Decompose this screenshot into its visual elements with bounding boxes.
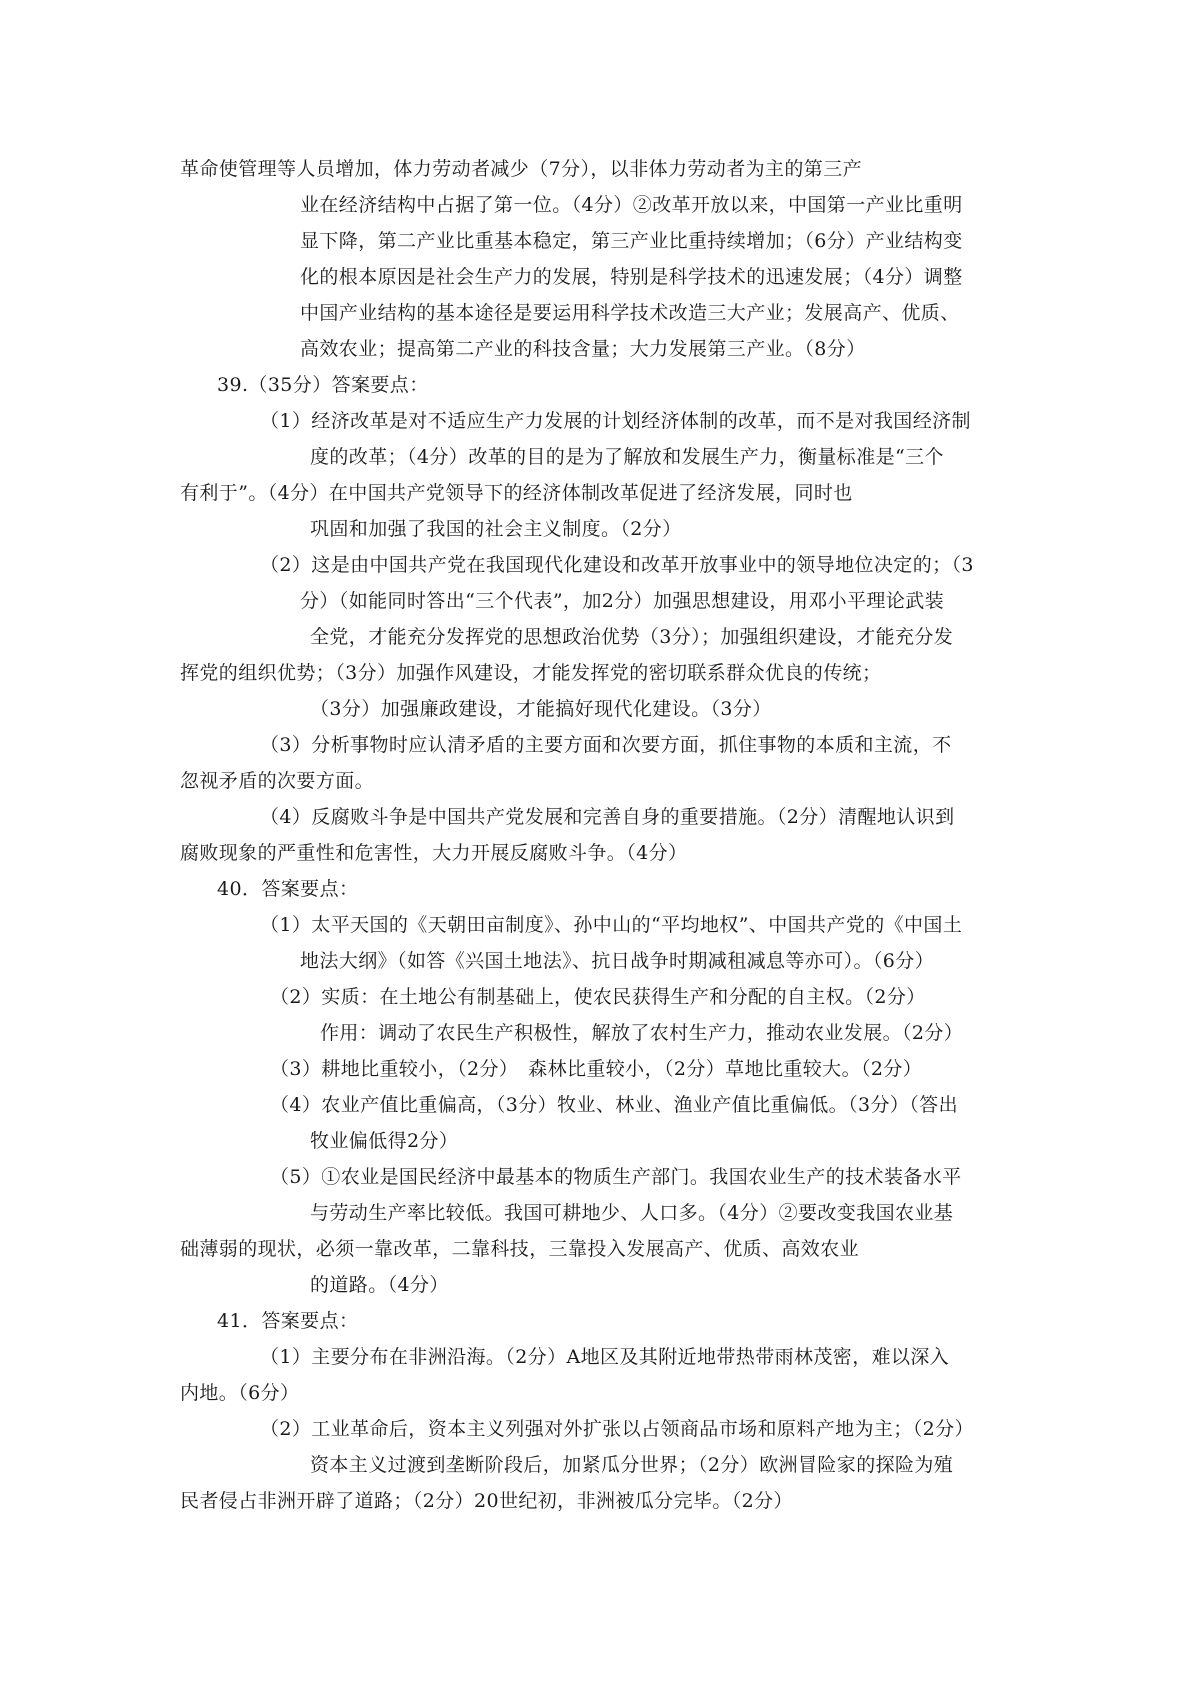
text-line: 分）（如能同时答出“三个代表”，加2分）加强思想建设，用邓小平理论武装	[300, 590, 945, 612]
section-heading: 39.（35分）答案要点：	[217, 374, 429, 396]
text-line: 民者侵占非洲开辟了道路；（2分）20世纪初，非洲被瓜分完毕。（2分）	[180, 1490, 793, 1512]
text-line: 础薄弱的现状，必须一靠改革，二靠科技，三靠投入发展高产、优质、高效农业	[180, 1238, 860, 1260]
text-line: 业在经济结构中占据了第一位。（4分）②改革开放以来，中国第一产业比重明	[300, 194, 963, 216]
text-line: 化的根本原因是社会生产力的发展，特别是科学技术的迅速发展；（4分）调整	[300, 266, 963, 288]
text-line: 与劳动生产率比较低。我国可耕地少、人口多。（4分）②要改变我国农业基	[310, 1202, 954, 1224]
text-line: （1）经济改革是对不适应生产力发展的计划经济体制的改革，而不是对我国经济制	[260, 410, 971, 432]
text-line: 度的改革；（4分）改革的目的是为了解放和发展生产力，衡量标准是“三个	[310, 446, 944, 468]
text-line: 腐败现象的严重性和危害性，大力开展反腐败斗争。（4分）	[180, 842, 688, 864]
section-heading: 41．答案要点：	[217, 1310, 359, 1332]
text-line: 巩固和加强了我国的社会主义制度。（2分）	[310, 518, 682, 540]
text-line: （3）分析事物时应认清矛盾的主要方面和次要方面，抓住事物的本质和主流，不	[260, 734, 952, 756]
text-line: （3分）加强廉政建设，才能搞好现代化建设。（3分）	[310, 698, 772, 720]
section-heading: 40．答案要点：	[217, 878, 359, 900]
text-line: （4）农业产值比重偏高，（3分）牧业、林业、渔业产值比重偏低。（3分）（答出	[270, 1094, 958, 1116]
text-line: 中国产业结构的基本途径是要运用科学技术改造三大产业；发展高产、优质、	[300, 302, 960, 324]
text-line: （1）主要分布在非洲沿海。（2分）A地区及其附近地带热带雨林茂密，难以深入	[260, 1346, 950, 1368]
text-line: 高效农业；提高第二产业的科技含量；大力发展第三产业。（8分）	[300, 338, 866, 360]
text-line: （1）太平天国的《天朝田亩制度》、孙中山的“平均地权”、中国共产党的《中国土	[260, 914, 963, 936]
text-line: 作用：调动了农民生产积极性，解放了农村生产力，推动农业发展。（2分）	[320, 1022, 964, 1044]
text-line: 全党，才能充分发挥党的思想政治优势（3分）；加强组织建设，才能充分发	[310, 626, 954, 648]
text-line: （3）耕地比重较小，（2分） 森林比重较小，（2分）草地比重较大。（2分）	[270, 1058, 923, 1080]
text-line: 的道路。（4分）	[310, 1274, 449, 1296]
text-line: 资本主义过渡到垄断阶段后，加紧瓜分世界；（2分）欧洲冒险家的探险为殖	[310, 1454, 954, 1476]
text-line: 革命使管理等人员增加，体力劳动者减少（7分），以非体力劳动者为主的第三产	[180, 158, 862, 180]
text-line: 牧业偏低得2分）	[310, 1130, 459, 1152]
text-line: 有利于”。（4分）在中国共产党领导下的经济体制改革促进了经济发展，同时也	[180, 482, 853, 504]
text-line: （2）实质：在土地公有制基础上，使农民获得生产和分配的自主权。（2分）	[270, 986, 926, 1008]
text-line: 显下降，第二产业比重基本稳定，第三产业比重持续增加；（6分）产业结构变	[300, 230, 963, 252]
text-line: 挥党的组织优势；（3分）加强作风建设，才能发挥党的密切联系群众优良的传统；	[180, 662, 882, 684]
text-line: （4）反腐败斗争是中国共产党发展和完善自身的重要措施。（2分）清醒地认识到	[260, 806, 955, 828]
text-line: 内地。（6分）	[180, 1382, 300, 1404]
text-line: 忽视矛盾的次要方面。	[180, 770, 375, 792]
text-line: （2）这是由中国共产党在我国现代化建设和改革开放事业中的领导地位决定的；（3	[260, 554, 974, 576]
text-line: 地法大纲》（如答《兴国土地法》、抗日战争时期减租减息等亦可）。（6分）	[300, 950, 935, 972]
text-line: （5）①农业是国民经济中最基本的物质生产部门。我国农业生产的技术装备水平	[270, 1166, 962, 1188]
text-line: （2）工业革命后，资本主义列强对外扩张以占领商品市场和原料产地为主；（2分）	[260, 1418, 974, 1440]
